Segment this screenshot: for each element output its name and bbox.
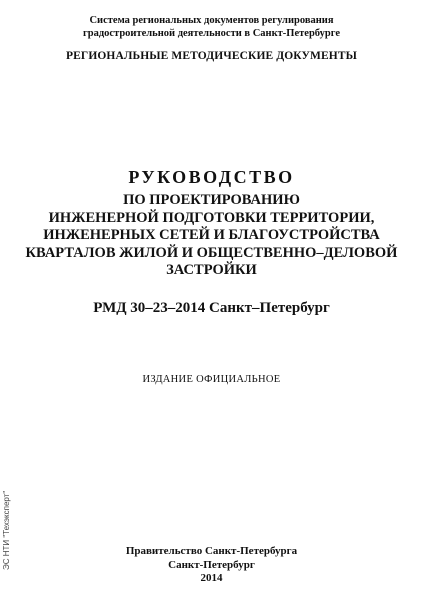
title-line-5: ЗАСТРОЙКИ xyxy=(166,262,257,278)
series-line-2: градостроительной деятельности в Санкт-Петербурге xyxy=(82,28,341,39)
publication-year: 2014 xyxy=(200,572,223,584)
title-line-2: ИНЖЕНЕРНОЙ ПОДГОТОВКИ ТЕРРИТОРИИ, xyxy=(48,209,375,226)
title-line-4: КВАРТАЛОВ ЖИЛОЙ И ОБЩЕСТВЕННО–ДЕЛОВОЙ xyxy=(25,244,398,261)
document-code: РМД 30–23–2014 Санкт–Петербург xyxy=(93,300,330,316)
document-type: РУКОВОДСТВО xyxy=(128,167,295,187)
series-line-1: Система региональных документов регулирования xyxy=(89,15,334,26)
publisher-city: Санкт-Петербург xyxy=(168,558,255,571)
publisher-block xyxy=(0,545,423,586)
document-category: РЕГИОНАЛЬНЫЕ МЕТОДИЧЕСКИЕ ДОКУМЕНТЫ xyxy=(66,50,357,62)
title-line-3: ИНЖЕНЕРНЫХ СЕТЕЙ И БЛАГОУСТРОЙСТВА xyxy=(43,227,380,243)
source-watermark: ЭС НТИ "Техэксперт" xyxy=(2,490,11,570)
edition-label: ИЗДАНИЕ ОФИЦИАЛЬНОЕ xyxy=(142,374,281,385)
document-title xyxy=(0,192,423,280)
document-series xyxy=(0,14,423,40)
title-line-1: ПО ПРОЕКТИРОВАНИЮ xyxy=(123,192,300,208)
publisher-name: Правительство Санкт-Петербурга xyxy=(125,545,298,557)
